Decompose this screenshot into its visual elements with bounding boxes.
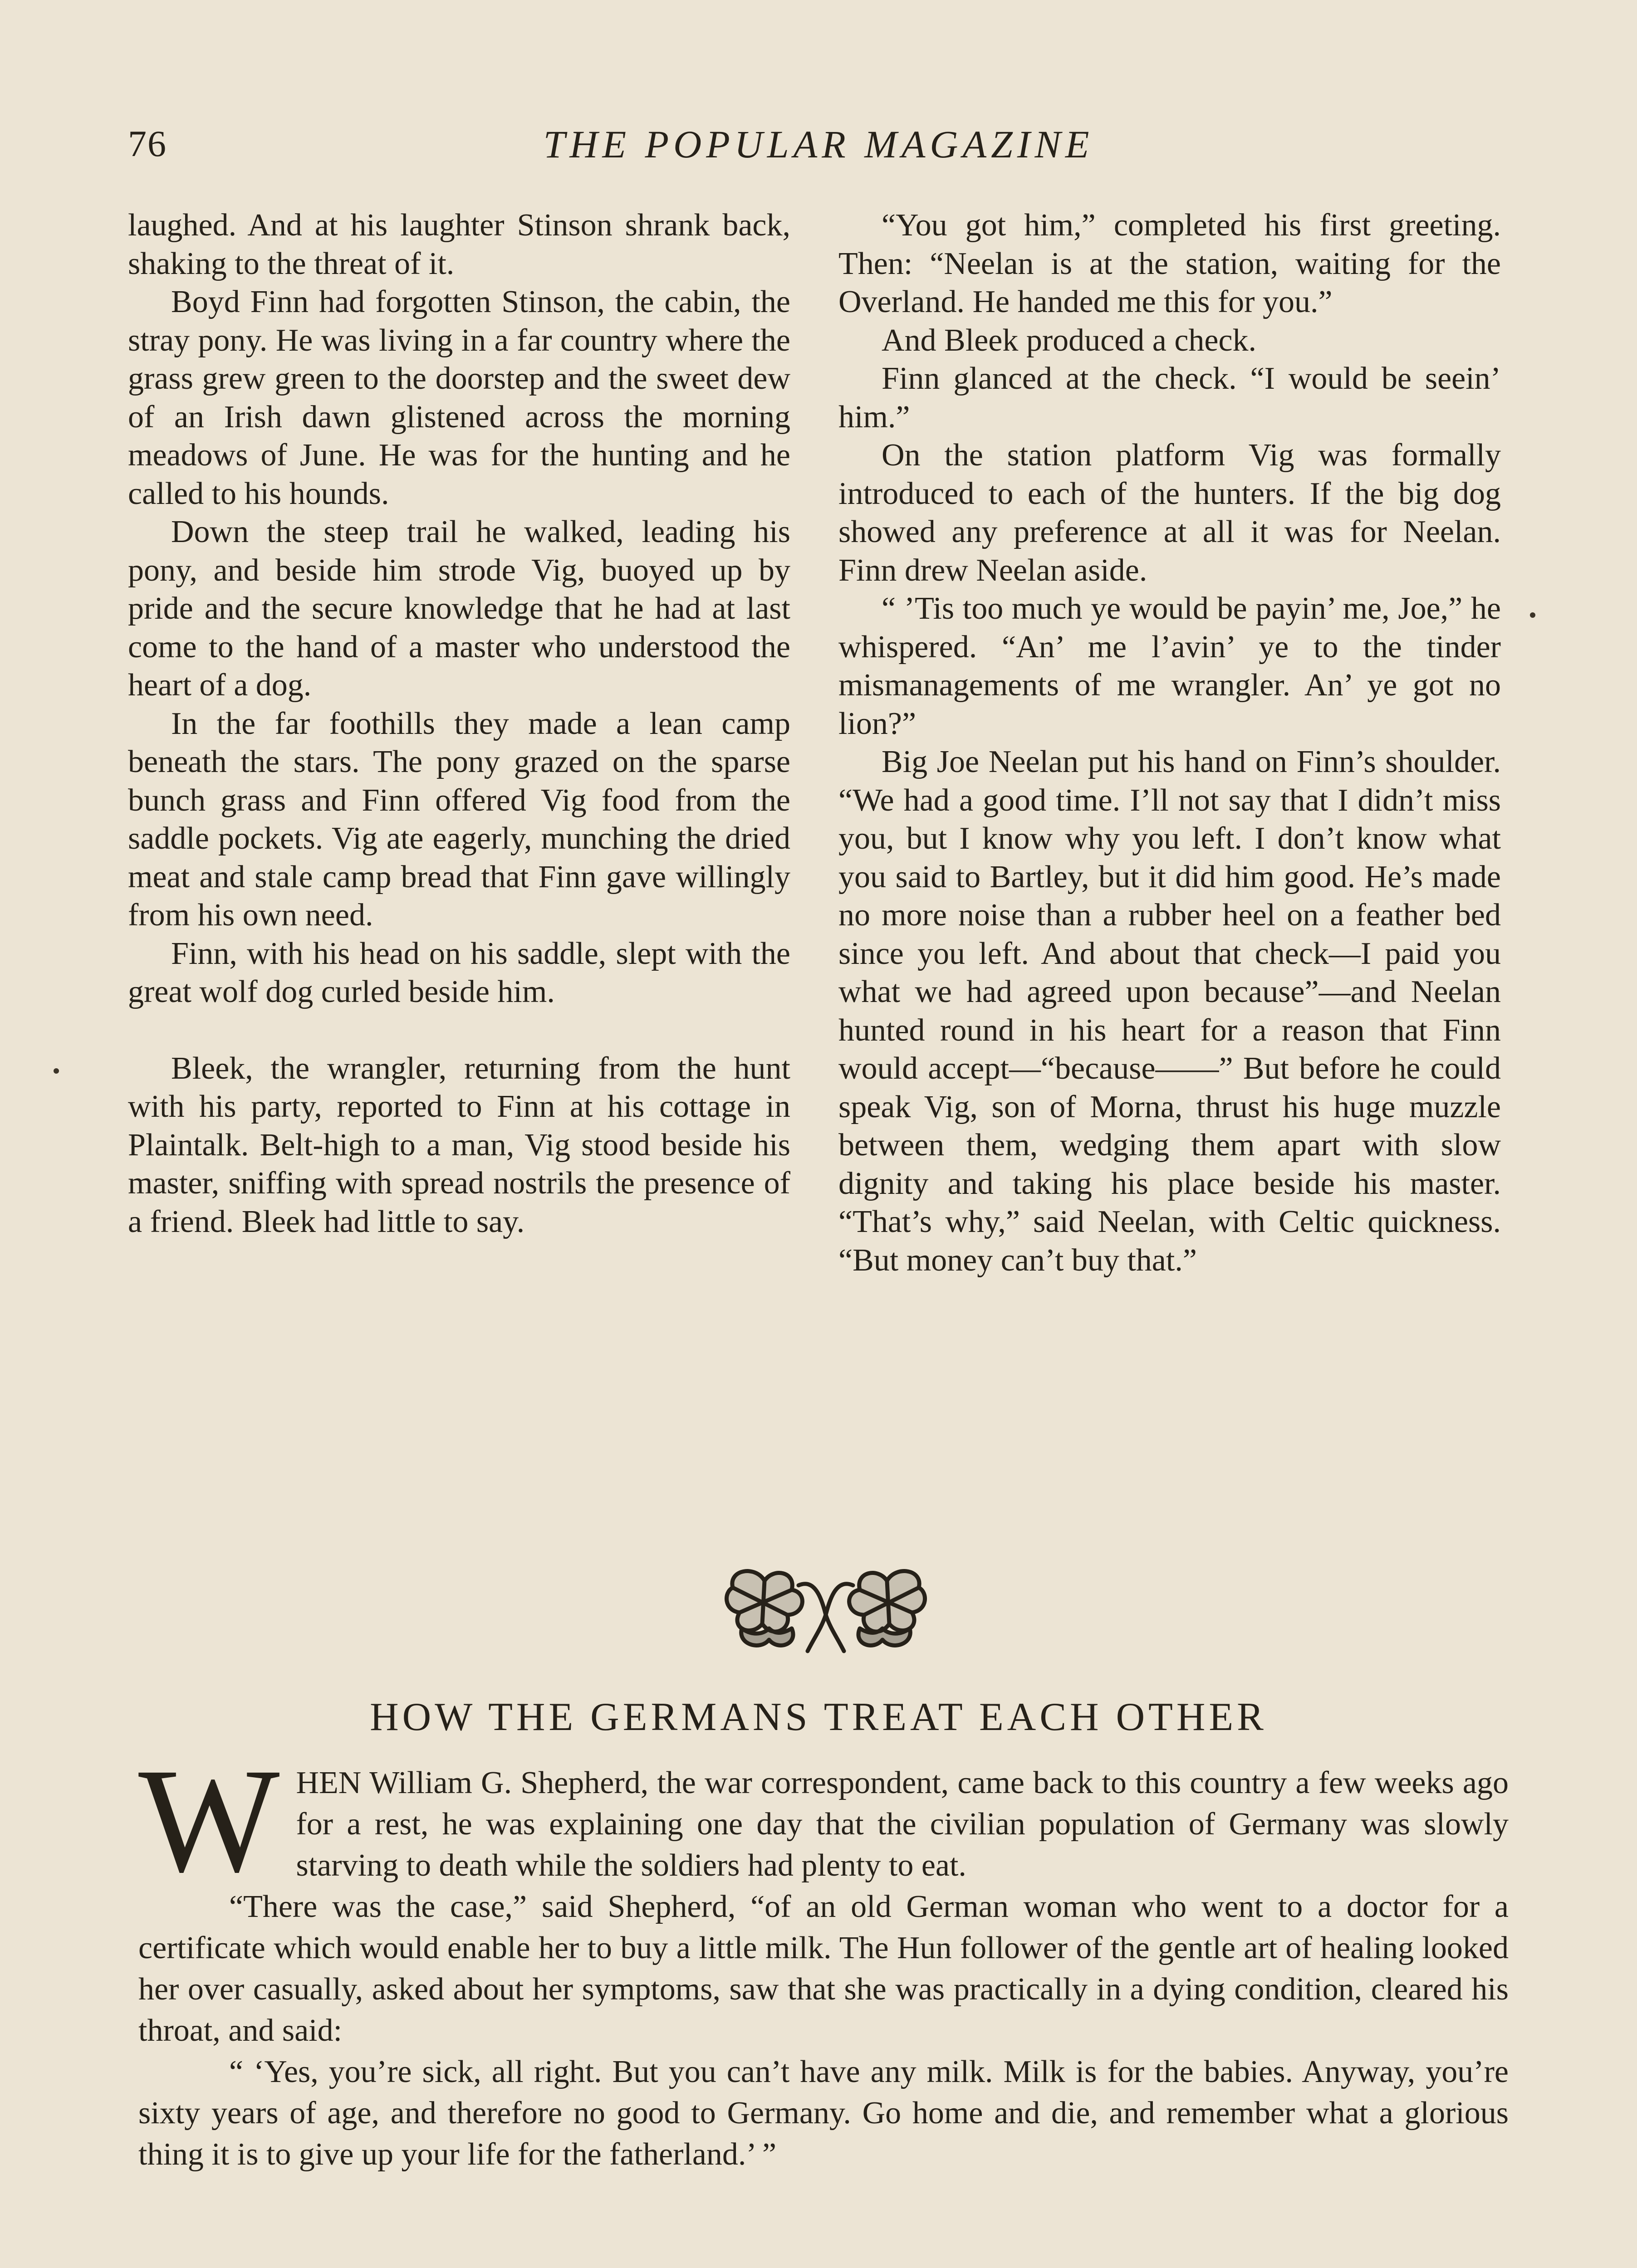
- story-paragraph: “You got him,” completed his first greeting. Then: “Neelan is at the station, waiting for the Overland. He handed me this for you.”: [838, 208, 1501, 319]
- story-paragraph: In the far foothills they made a lean camp beneath the stars. The pony grazed on the sparse bunch grass and Finn offered Vig food from the saddle pockets. Vig ate eagerly, munching the dried meat and stale camp bread that Finn gave willingly from his own need.: [128, 706, 790, 933]
- article-body: [138, 1738, 1509, 2175]
- magazine-running-head: THE POPULAR MAGAZINE: [543, 122, 1094, 166]
- article-paragraph: “ ‘Yes, you’re sick, all right. But you can’t have any milk. Milk is for the babies. Anyway, you’re sixty years of age, and therefore no good to Germany. Go home and die, and remember what a glorious thing it is to give up your life for the fatherland.’ ”: [138, 2054, 1509, 2172]
- print-speck: [54, 1068, 59, 1074]
- story-left-column: [128, 206, 790, 1241]
- article-title: HOW THE GERMANS TREAT EACH OTHER: [370, 1695, 1267, 1739]
- drop-cap: W: [138, 1738, 280, 1903]
- story-paragraph: And Bleek produced a check.: [882, 323, 1257, 358]
- story-paragraph: Finn, with his head on his saddle, slept with the great wolf dog curled beside him.: [128, 936, 790, 1009]
- story-paragraph: Down the steep trail he walked, leading his pony, and beside him strode Vig, buoyed up by pride and the secure knowledge that he had at last come to the hand of a master who understood the heart of a dog.: [128, 514, 790, 703]
- page-number: 76: [128, 123, 167, 164]
- print-speck: [1530, 612, 1535, 618]
- story-paragraph: On the station platform Vig was formally introduced to each of the hunters. If the big dog showed any preference at all it was for Neelan. Finn drew Neelan aside.: [838, 438, 1501, 588]
- story-paragraph: Boyd Finn had forgotten Stinson, the cabin, the stray pony. He was living in a far country where the grass grew green to the doorstep and the sweet dew of an Irish dawn glistened across the morning meadows of June. He was for the hunting and he called to his hounds.: [128, 284, 790, 511]
- story-paragraph: Finn glanced at the check. “I would be seein’ him.”: [838, 361, 1501, 435]
- article-paragraph: “There was the case,” said Shepherd, “of an old German woman who went to a doctor for a certificate which would enable her to buy a little milk. The Hun follower of the gentle art of healing looked her over casually, asked about her symptoms, saw that she was practically in a dying condition, cleared his throat, and said:: [138, 1889, 1509, 2048]
- story-paragraph: “ ’Tis too much ye would be payin’ me, Joe,” he whispered. “An’ me l’avin’ ye to the tinder mismanagements of me wrangler. An’ ye got no lion?”: [838, 591, 1501, 741]
- article-lead-paragraph: [138, 1738, 1509, 1903]
- clover-leaf-ornament-icon: [724, 1560, 928, 1656]
- story-paragraph: Big Joe Neelan put his hand on Finn’s shoulder. “We had a good time. I’ll not say that I didn’t miss you, but I know why you left. I don’t know what you said to Bartley, but it did him good. He’s made no more noise than a rubber heel on a feather bed since you left. And about that check—I paid you what we had agreed upon because”—and Neelan hunted round in his heart for a reason that Finn would accept—“because——” But before he could speak Vig, son of Morna, thrust his huge muzzle between them, wedging them apart with slow dignity and taking his place beside his master. “That’s why,” said Neelan, with Celtic quickness. “But money can’t buy that.”: [838, 744, 1501, 1278]
- article-lead-text: HEN William G. Shepherd, the war correspondent, came back to this country a few weeks ago for a rest, he was explaining one day that the civilian population of Germany was slowly starving to death while the soldiers had plenty to eat.: [296, 1765, 1509, 1883]
- story-right-column: [838, 206, 1501, 1280]
- story-paragraph: Bleek, the wrangler, returning from the hunt with his party, reported to Finn at his cottage in Plaintalk. Belt-high to a man, Vig stood beside his master, sniffing with spread nostrils the presence of a friend. Bleek had little to say.: [128, 1051, 790, 1239]
- story-paragraph: laughed. And at his laughter Stinson shrank back, shaking to the threat of it.: [128, 208, 790, 281]
